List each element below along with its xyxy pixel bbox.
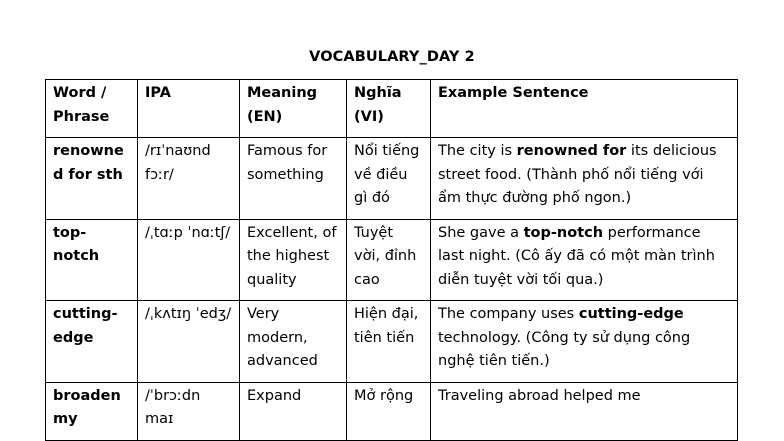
word-cell: renowned for sth bbox=[46, 138, 138, 220]
example-text-before: She gave a bbox=[438, 224, 524, 241]
header-example: Example Sentence bbox=[431, 80, 738, 138]
header-ipa: IPA bbox=[138, 80, 240, 138]
table-header-row bbox=[46, 80, 738, 138]
example-text-after: technology. (Công ty sử dụng công nghệ tiên tiến.) bbox=[438, 329, 691, 369]
ipa-cell: /rɪˈnaʊnd fɔːr/ bbox=[138, 138, 240, 220]
word-cell: cutting-edge bbox=[46, 301, 138, 383]
header-meaning-en: Meaning (EN) bbox=[240, 80, 347, 138]
example-cell bbox=[431, 301, 738, 383]
meaning-vi-cell: Nổi tiếng về điều gì đó bbox=[347, 138, 431, 220]
ipa-cell: /ˌtɑːp ˈnɑːtʃ/ bbox=[138, 219, 240, 301]
word-cell: broaden my bbox=[46, 382, 138, 440]
example-text-before: The city is bbox=[438, 143, 517, 159]
example-text-before: The company uses bbox=[438, 306, 579, 322]
table-row bbox=[46, 301, 738, 383]
example-highlight: cutting-edge bbox=[578, 306, 684, 322]
vocabulary-table bbox=[45, 79, 738, 441]
meaning-vi-cell: Hiện đại, tiên tiến bbox=[347, 301, 431, 383]
header-word: Word / Phrase bbox=[46, 80, 138, 138]
example-text-after: performance last night. (Cô ấy đã có một màn trình diễn tuyệt vời tối qua.) bbox=[438, 224, 715, 288]
table-row bbox=[46, 138, 738, 220]
example-text-after: its delicious street food. (Thành phố nổi tiếng với ẩm thực đường phố ngon.) bbox=[438, 143, 717, 206]
meaning-en-cell: Expand bbox=[240, 382, 347, 440]
example-highlight: renowned for bbox=[516, 143, 627, 159]
example-cell bbox=[431, 138, 738, 220]
document-title: VOCABULARY_DAY 2 bbox=[309, 49, 475, 65]
example-cell bbox=[431, 382, 738, 440]
example-text-before: Traveling abroad helped me bbox=[438, 387, 641, 404]
table-row bbox=[46, 382, 738, 440]
example-cell bbox=[431, 219, 738, 301]
meaning-en-cell: Famous for something bbox=[240, 138, 347, 220]
meaning-en-cell: Excellent, of the highest quality bbox=[240, 219, 347, 301]
meaning-vi-cell: Tuyệt vời, đỉnh cao bbox=[347, 219, 431, 301]
ipa-cell: /ˌkʌtɪŋ ˈedʒ/ bbox=[138, 301, 240, 383]
meaning-en-cell: Very modern, advanced bbox=[240, 301, 347, 383]
meaning-vi-cell: Mở rộng bbox=[347, 382, 431, 440]
word-cell: top-notch bbox=[46, 219, 138, 301]
ipa-cell: /ˈbrɔːdn maɪ bbox=[138, 382, 240, 440]
header-meaning-vi: Nghĩa (VI) bbox=[347, 80, 431, 138]
example-highlight: top-notch bbox=[523, 224, 604, 241]
table-row bbox=[46, 219, 738, 301]
